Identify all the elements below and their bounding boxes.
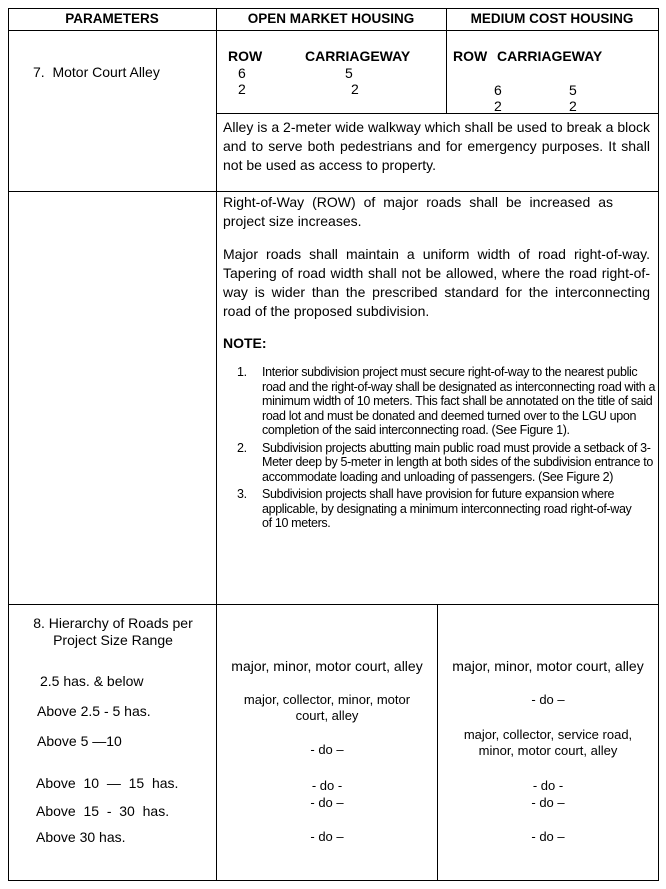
row7-bottom-line [8, 191, 659, 192]
open-hierarchy-cell: - do – [310, 829, 344, 844]
open-hierarchy-cell: major, collector, minor, motor court, alley [243, 692, 411, 723]
range-label: Above 30 has. [36, 829, 126, 845]
open-row-label: ROW [228, 48, 263, 64]
note-text: Interior subdivision project must secure right-of-way to the nearest public road and the right-of-way shall be designated as interconnecting road with a minimum width of 10 meters. This fact shall be annotated on the title of said road lot and must be donated and deemed turned over to the LGU upon completion of the said interconnecting road. (See Figure 1). [262, 365, 656, 437]
header-parameters: PARAMETERS [65, 11, 159, 26]
medium-carriageway-value-1: 5 [569, 82, 577, 98]
row-paragraph-2: Major roads shall maintain a uniform width of road right-of-way. Tapering of road width shall not be allowed, where the road right-of-way is wider than the prescribed standard for the interconnecting road of the proposed subdivision. [223, 246, 650, 319]
header-bottom-line [8, 30, 659, 31]
open-carriageway-value-1: 5 [345, 65, 353, 81]
note-number: 1. [237, 365, 247, 379]
table-border-left [8, 8, 9, 881]
range-label: 2.5 has. & below [40, 673, 144, 689]
medium-hierarchy-cell: - do – [531, 795, 565, 810]
open-carriageway-value-2: 2 [351, 81, 359, 97]
note-item [237, 365, 658, 438]
medium-carriageway-value-2: 2 [569, 98, 577, 114]
note-title: NOTE: [223, 335, 267, 351]
medium-row-value-1: 6 [494, 82, 502, 98]
note-item [237, 487, 642, 531]
open-hierarchy-cell: - do – [310, 795, 344, 810]
table-border-top [8, 8, 659, 9]
notes-list [237, 365, 658, 531]
header-medium-cost-housing: MEDIUM COST HOUSING [470, 11, 634, 26]
medium-hierarchy-cell: - do – [531, 829, 565, 844]
medium-hierarchy-cell: major, minor, motor court, alley [452, 658, 644, 674]
note-text: Subdivision projects abutting main public road must provide a setback of 3-Meter deep by 5-meter in length at both sides of the subdivision entrance to accommodate loading and unloading of passengers. (See Figure 2) [262, 440, 654, 484]
open-hierarchy-cell: major, minor, motor court, alley [231, 658, 423, 674]
range-label: Above 2.5 - 5 has. [37, 703, 151, 719]
notes-bottom-line [8, 604, 659, 605]
medium-row-value-2: 2 [494, 98, 502, 114]
range-label: Above 10 — 15 has. [36, 775, 179, 791]
row7-parameter: 7. Motor Court Alley [33, 64, 160, 80]
medium-hierarchy-cell: - do – [531, 692, 565, 707]
note-number: 3. [237, 487, 247, 501]
table-border-right [658, 8, 659, 881]
open-carriageway-label: CARRIAGEWAY [305, 48, 411, 64]
range-label: Above 5 —10 [37, 733, 122, 749]
medium-hierarchy-cell: - do - [532, 778, 564, 793]
note-text: Subdivision projects shall have provision for future expansion where applicable, by designating a minimum interconnecting road right-of-way of 10 meters. [262, 487, 632, 530]
alley-description: Alley is a 2-meter wide walkway which shall be used to break a block and to serve both pedestrians and for emergency purposes. It shall not be used as access to property. [223, 119, 650, 173]
open-row-value-1: 6 [238, 65, 246, 81]
open-row-value-2: 2 [238, 81, 246, 97]
table-border-bottom [8, 880, 659, 881]
medium-hierarchy-cell: major, collector, service road, minor, motor court, alley [463, 727, 633, 758]
header-open-market-housing: OPEN MARKET HOUSING [247, 11, 415, 26]
note-item [237, 440, 658, 485]
row-paragraph-1: Right-of-Way (ROW) of major roads shall be increased as project size increases. [223, 194, 613, 229]
row8-parameter: 8. Hierarchy of Roads per Project Size Range [33, 615, 193, 648]
open-hierarchy-cell: - do - [311, 778, 343, 793]
row7-inner-line [216, 113, 659, 114]
note-number: 2. [237, 440, 247, 455]
open-hierarchy-cell: - do – [310, 742, 344, 757]
medium-row-label: ROW [453, 48, 488, 64]
medium-carriageway-label: CARRIAGEWAY [497, 48, 603, 64]
range-label: Above 15 - 30 has. [36, 803, 170, 819]
